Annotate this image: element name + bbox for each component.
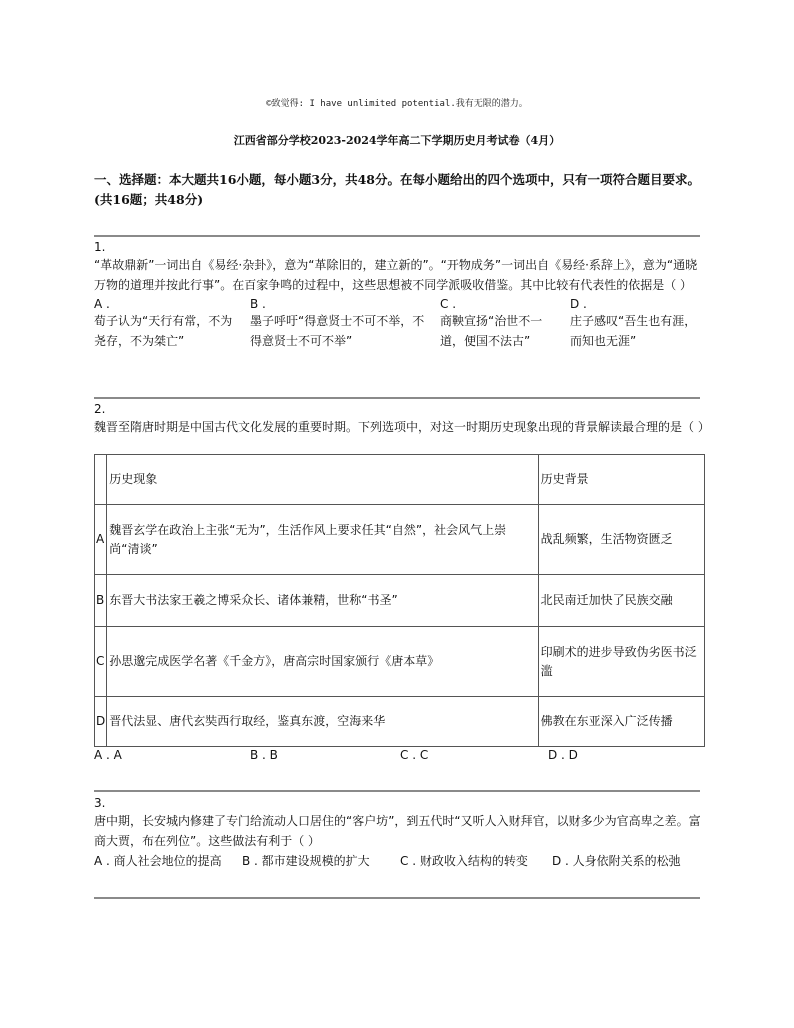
question-3: [94, 795, 704, 871]
option-a[interactable]: [94, 297, 244, 351]
section-heading: 一、选择题：本大题共16小题，每小题3分，共48分。在每小题给出的四个选项中，只有一项符合题目要求。(共16题；共48分): [94, 172, 700, 207]
table-header-background: 历史背景: [538, 455, 704, 505]
option-d[interactable]: D . D: [548, 748, 578, 762]
option-list: [94, 745, 704, 765]
divider: [94, 235, 700, 237]
question-1: [94, 239, 704, 348]
option-b[interactable]: B . 都市建设规模的扩大: [242, 854, 370, 868]
row-background: 佛教在东亚深入广泛传播: [538, 697, 704, 747]
option-text: 墨子呼吁“得意贤士不可不举，不得意贤士不可不举”: [250, 314, 425, 348]
row-phenomenon: 魏晋玄学在政治上主张“无为”，生活作风上要求任其“自然”，社会风气上崇尚“清谈”: [107, 505, 538, 575]
question-number: 1.: [94, 240, 106, 254]
question-number: 2.: [94, 402, 106, 416]
option-list: [94, 851, 704, 871]
question-2: [94, 401, 710, 437]
row-key: A: [95, 505, 107, 575]
divider: [94, 790, 700, 792]
question-stem: 唐中期，长安城内修建了专门给流动人口居住的“客户坊”，到五代时“又听人入财拜官，以财多少为官高卑之差。富商大贾，布在列位”。这些做法有利于（ ）: [94, 814, 701, 848]
table-header-row: [95, 455, 705, 505]
row-phenomenon: 晋代法显、唐代玄奘西行取经，鉴真东渡，空海来华: [107, 697, 538, 747]
table-header-phenomenon: 历史现象: [107, 455, 538, 505]
option-label: A .: [94, 297, 110, 311]
option-c[interactable]: C . C: [400, 748, 429, 762]
option-label: D .: [570, 297, 587, 311]
row-phenomenon: 东晋大书法家王羲之博采众长、诸体兼精，世称“书圣”: [107, 575, 538, 627]
question-stem: 魏晋至隋唐时期是中国古代文化发展的重要时期。下列选项中，对这一时期历史现象出现的背景解读最合理的是（ ）: [94, 420, 710, 434]
table-row: [95, 627, 705, 697]
table-header-key: [95, 455, 107, 505]
option-c[interactable]: [440, 297, 564, 351]
row-phenomenon: 孙思邈完成医学名著《千金方》，唐高宗时国家颁行《唐本草》: [107, 627, 538, 697]
option-b[interactable]: B . B: [250, 748, 278, 762]
table-row: [95, 575, 705, 627]
option-d[interactable]: D . 人身依附关系的松弛: [552, 854, 681, 868]
option-label: B .: [250, 297, 266, 311]
header-motto: ©致觉得: I have unlimited potential.我有无限的潜力。: [266, 99, 528, 109]
option-text: 荀子认为“天行有常，不为尧存，不为桀亡”: [94, 314, 233, 348]
option-list: [94, 297, 704, 348]
table-row: [95, 697, 705, 747]
divider: [94, 897, 700, 899]
option-c[interactable]: C . 财政收入结构的转变: [400, 854, 528, 868]
row-background: 战乱频繁，生活物资匮乏: [538, 505, 704, 575]
option-d[interactable]: [570, 297, 704, 351]
option-b[interactable]: [250, 297, 430, 351]
divider: [94, 397, 700, 399]
question-number: 3.: [94, 796, 106, 810]
option-text: 庄子感叹“吾生也有涯，而知也无涯”: [570, 314, 697, 348]
option-a[interactable]: A . A: [94, 748, 122, 762]
history-table: [94, 454, 705, 747]
row-background: 印刷术的进步导致伪劣医书泛滥: [538, 627, 704, 697]
option-label: C .: [440, 297, 457, 311]
option-a[interactable]: A . 商人社会地位的提高: [94, 854, 222, 868]
row-key: C: [95, 627, 107, 697]
row-background: 北民南迁加快了民族交融: [538, 575, 704, 627]
row-key: B: [95, 575, 107, 627]
table-row: [95, 505, 705, 575]
option-text: 商鞅宣扬“治世不一道，便国不法古”: [440, 314, 543, 348]
row-key: D: [95, 697, 107, 747]
exam-title: 江西省部分学校2023-2024学年高二下学期历史月考试卷（4月）: [233, 134, 561, 147]
question-stem: “革故鼎新”一词出自《易经·杂卦》，意为“革除旧的，建立新的”。“开物成务”一词出自《易经·系辞上》，意为“通晓万物的道理并按此行事”。在百家争鸣的过程中，这些思想被不同学派吸收借鉴。其中比较有代表性的依据是（ ）: [94, 258, 698, 292]
question-2-options: [94, 745, 704, 765]
